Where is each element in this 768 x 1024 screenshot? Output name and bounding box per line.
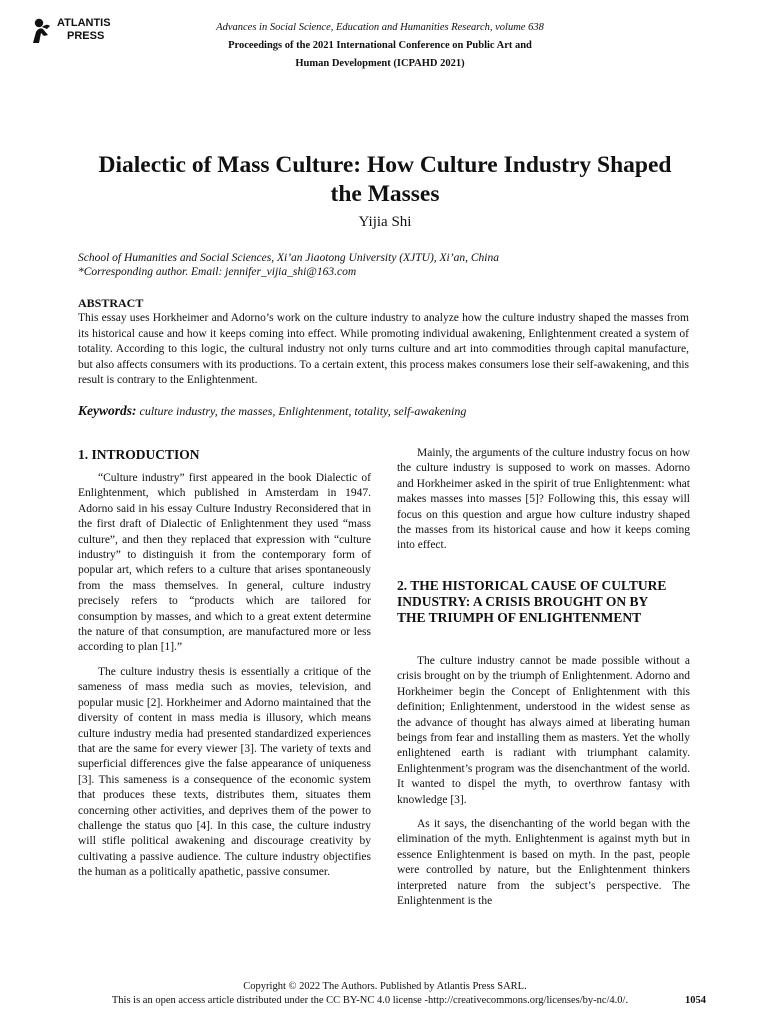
paragraph: “Culture industry” first appeared in the book Dialectic of Enlightenment, which published in Amsterdam in 1947. Adorno said in his essay Culture Industry Reconsidered that in the first draft of Dialectic of Enlightenment they used “mass culture”, and then they replaced that expression with “culture industry” to distinguish it from the contemporary form of popular art, which refers to a culture that arises spontaneously from the mass themselves. In general, culture industry precisely refers to “products which are tailored for consumption by masses, and which to a great extent determine the nature of that consumption, are manufactured more or less according to plan [1].”: [78, 472, 371, 654]
atlantis-press-logo-icon: [30, 14, 130, 44]
proceedings-line-2: Human Development (ICPAHD 2021): [295, 58, 465, 69]
proceedings-line-1: Proceedings of the 2021 International Conference on Public Art and: [228, 40, 532, 51]
left-column: [78, 471, 371, 890]
section-heading-introduction: 1. INTRODUCTION: [78, 447, 200, 462]
section-heading-historical-cause: 2. THE HISTORICAL CAUSE OF CULTURE INDUSTRY: A CRISIS BROUGHT ON BY THE TRIUMPH OF ENLIGHTENMENT: [397, 578, 667, 625]
paragraph: Mainly, the arguments of the culture industry focus on how the culture industry is supposed to work on masses. Adorno and Horkheimer asked in the spirit of true Enlightenment: what makes masses into masses [5]? Following this, this essay will focus on this question and argue how culture industry shaped the masses from its historical cause and how it keeps coming into effect.: [397, 447, 690, 552]
abstract-body: This essay uses Horkheimer and Adorno’s work on the culture industry to analyze how the culture industry shaped the masses from its historical cause and how it keeps coming into effect. While promoting individual awakening, Enlightenment created a system of totality. According to this logic, the cultural industry not only turns culture and art into commodities through capital manufacture, but also affects consumers with its productions. To a certain extent, this process makes consumers lose their self-awakening, and this result is contrary to the Enlightenment.: [78, 312, 689, 386]
right-column-bottom: [397, 654, 690, 919]
page-number: 1054: [685, 995, 706, 1006]
copyright-notice: Copyright © 2022 The Authors. Published by Atlantis Press SARL.: [243, 981, 527, 992]
keywords-list: culture industry, the masses, Enlightenment, totality, self-awakening: [139, 404, 467, 418]
logo-text-1: ATLANTIS: [57, 17, 111, 29]
keywords-label: Keywords:: [78, 403, 137, 418]
series-title: Advances in Social Science, Education and Humanities Research, volume 638: [216, 22, 544, 33]
logo-text-2: PRESS: [67, 30, 105, 42]
license-notice: This is an open access article distributed under the CC BY-NC 4.0 license -http://creativecommons.org/licenses/by-nc/4.0/.: [111, 995, 629, 1006]
author-name: Yijia Shi: [358, 214, 412, 230]
keywords: [78, 403, 698, 419]
right-column-top: [397, 446, 690, 563]
corresponding-author: *Corresponding author. Email: jennifer_vijia_shi@163.com: [78, 266, 357, 278]
abstract-heading: ABSTRACT: [78, 296, 144, 310]
paragraph: The culture industry cannot be made possible without a crisis brought on by the triumph of Enlightenment. Adorno and Horkheimer begin the Concept of Enlightenment with this definition; Enlightenment, understood in the widest sense as the advance of thought has always aimed at liberating human beings from fear and installing them as masters. Yet the wholly enlightened earth is radiant with triumphant calamity. Enlightenment’s program was the disenchantment of the world. It wanted to dispel the myth, to overthrow fantasy with knowledge [3].: [397, 655, 690, 806]
paragraph: The culture industry thesis is essentially a critique of the sameness of mass media such as movies, television, and popular music [2]. Horkheimer and Adorno maintained that the diversity of content in mass media is illusory, which means culture industry media had presented standardized experiences that are the same for every viewer [3]. The variety of texts and superficial differences give the false appearance of uniqueness [3]. This sameness is a consequence of the economic system that produces these texts, distributes them, situates them concerning other activities, and deprives them of the power to challenge the status quo [4]. In this case, the culture industry will stifle political awakening and discourage creativity by cultivating a passive audience. The culture industry objectifies the human as a politically apathetic, passive consumer.: [78, 665, 371, 879]
publisher-logo: [30, 14, 130, 44]
paper-title: Dialectic of Mass Culture: How Culture Industry Shaped the Masses: [98, 152, 672, 207]
affiliation: School of Humanities and Social Sciences, Xi’an Jiaotong University (XJTU), Xi’an, China: [78, 252, 499, 264]
paragraph: As it says, the disenchanting of the world began with the elimination of the myth. Enlightenment is against myth but in essence Enlightenment is based on myth. In the past, people were controlled by nature, but the Enlightenment thinkers interpreted nature from the subject’s perspective. The Enlightenment is the: [397, 818, 690, 908]
